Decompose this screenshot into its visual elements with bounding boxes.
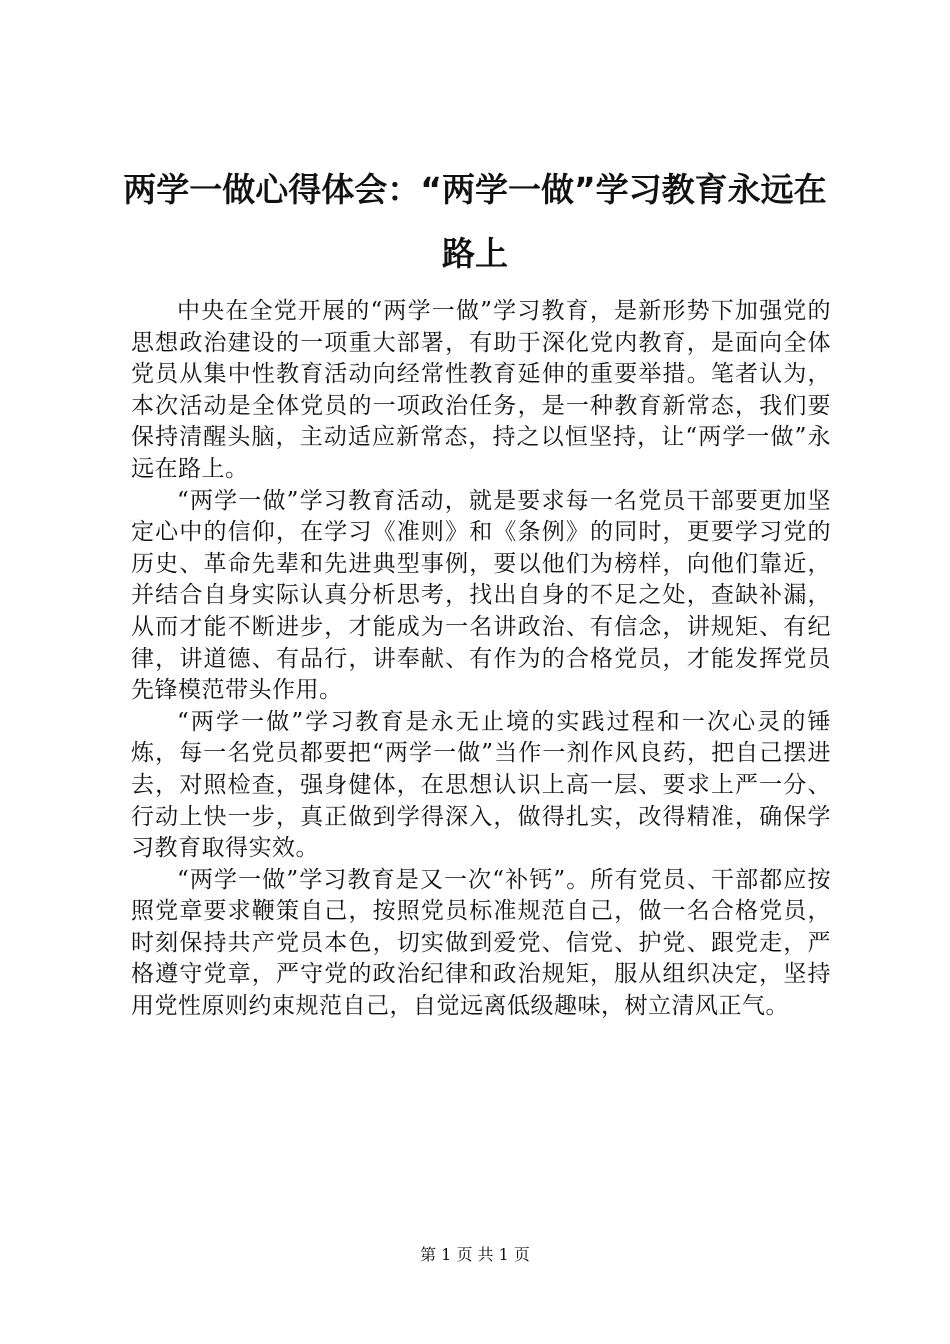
- document-body: [131, 296, 831, 1023]
- page-number-footer: 第 1 页 共 1 页: [420, 1245, 530, 1264]
- paragraph-1: 中央在全党开展的“两学一做”学习教育，是新形势下加强党的思想政治建设的一项重大部署，有助于深化党内教育，是面向全体党员从集中性教育活动向经常性教育延伸的重要举措。笔者认为，本次活动是全体党员的一项政治任务，是一种教育新常态，我们要保持清醒头脑，主动适应新常态，持之以恒坚持，让“两学一做”永远在路上。: [131, 298, 831, 482]
- paragraph-3: “两学一做”学习教育是永无止境的实践过程和一次心灵的锤炼，每一名党员都要把“两学一做”当作一剂作风良药，把自己摆进去，对照检查，强身健体，在思想认识上高一层、要求上严一分、行动上快一步，真正做到学得深入，做得扎实，改得精准，确保学习教育取得实效。: [131, 708, 831, 862]
- paragraph-4: “两学一做”学习教育是又一次“补钙”。所有党员、干部都应按照党章要求鞭策自己，按照党员标准规范自己，做一名合格党员，时刻保持共产党员本色，切实做到爱党、信党、护党、跟党走，严格遵守党章，严守党的政治纪律和政治规矩，服从组织决定，坚持用党性原则约束规范自己，自觉远离低级趣味，树立清风正气。: [131, 866, 831, 1020]
- paragraph-2: “两学一做”学习教育活动，就是要求每一名党员干部要更加坚定心中的信仰，在学习《准则》和《条例》的同时，更要学习党的历史、革命先辈和先进典型事例，要以他们为榜样，向他们靠近，并结合自身实际认真分析思考，找出自身的不足之处，查缺补漏，从而才能不断进步，才能成为一名讲政治、有信念，讲规矩、有纪律，讲道德、有品行，讲奉献、有作为的合格党员，才能发挥党员先锋模范带头作用。: [131, 487, 831, 704]
- document-title: 两学一做心得体会：“两学一做”学习教育永远在路上: [123, 170, 827, 273]
